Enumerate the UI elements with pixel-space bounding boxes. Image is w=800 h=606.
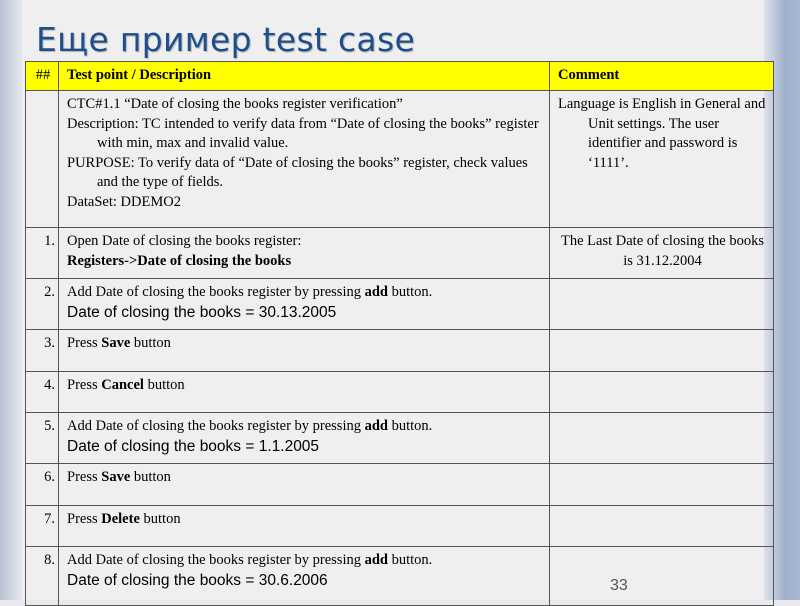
- row-text: [67, 417, 543, 437]
- row-num: 1.: [26, 228, 59, 279]
- row-text-post: button.: [388, 418, 433, 434]
- slide-title: Еще пример test case: [36, 20, 416, 59]
- info-comment-cell: [550, 91, 774, 228]
- page-number: 33: [610, 577, 628, 594]
- menu-path: Registers->Date of closing the books: [67, 252, 292, 269]
- left-edge-decoration: [0, 0, 22, 600]
- info-num-cell: [26, 91, 59, 228]
- row-description: [59, 372, 550, 413]
- row-text-bold: Cancel: [101, 377, 144, 393]
- row-text-post: button.: [388, 284, 433, 300]
- row-text-pre: Add Date of closing the books register by pressing: [67, 418, 365, 434]
- row-text: [67, 283, 543, 303]
- row-num: 3.: [26, 330, 59, 372]
- row-text-post: button: [143, 377, 185, 393]
- row-value-line: Date of closing the books = 1.1.2005: [67, 437, 320, 455]
- table-row: [26, 228, 774, 279]
- info-line-2: Description: TC intended to verify data from “Date of closing the books” register with min, max and invalid value.: [67, 115, 539, 151]
- row-bold-path: [67, 252, 543, 272]
- row-text-post: button.: [388, 552, 433, 568]
- table-row: [26, 547, 774, 606]
- row-comment: [550, 330, 774, 372]
- row-description: [59, 547, 550, 606]
- row-text-pre: Add Date of closing the books register by pressing: [67, 552, 365, 568]
- row-description: [59, 228, 550, 279]
- header-description: Test point / Description: [59, 62, 550, 91]
- info-line-3: PURPOSE: To verify data of “Date of closing the books” register, check values and the type of fields.: [67, 154, 528, 190]
- info-line-1: CTC#1.1 “Date of closing the books register verification”: [67, 96, 403, 112]
- header-comment: Comment: [550, 62, 774, 91]
- row-description: [59, 279, 550, 330]
- row-text: [67, 551, 543, 571]
- row-text-bold: Save: [101, 469, 131, 485]
- row-description: [59, 506, 550, 547]
- info-comment: Language is English in General and Unit settings. The user identifier and password is ‘1111’.: [558, 96, 766, 171]
- header-num: ##: [26, 62, 59, 91]
- row-num: 2.: [26, 279, 59, 330]
- test-case-table: [25, 61, 774, 606]
- row-text-pre: Press: [67, 469, 102, 485]
- row-text-bold: Delete: [101, 511, 140, 527]
- row-description: [59, 464, 550, 506]
- table-row: [26, 464, 774, 506]
- row-text: Open Date of closing the books register:: [67, 233, 302, 249]
- row-num: 7.: [26, 506, 59, 547]
- table-row: [26, 506, 774, 547]
- row-text-pre: Press: [67, 511, 102, 527]
- row-comment: [550, 547, 774, 606]
- row-text-bold: Save: [101, 335, 131, 351]
- row-num: 8.: [26, 547, 59, 606]
- row-value-line: Date of closing the books = 30.6.2006: [67, 571, 328, 589]
- table-header-row: [26, 62, 774, 91]
- row-text-pre: Press: [67, 335, 102, 351]
- table-row: [26, 279, 774, 330]
- row-value-line: Date of closing the books = 30.13.2005: [67, 303, 337, 321]
- row-text-post: button: [139, 511, 181, 527]
- row-text-post: button: [130, 335, 171, 351]
- row-num: 5.: [26, 413, 59, 464]
- row-comment: [550, 464, 774, 506]
- table-row-info: [26, 91, 774, 228]
- row-comment: [550, 372, 774, 413]
- row-comment: [550, 279, 774, 330]
- table-row: [26, 372, 774, 413]
- row-comment: The Last Date of closing the books is 31.12.2004: [550, 228, 774, 279]
- row-num: 6.: [26, 464, 59, 506]
- info-line-4: DataSet: DDEMO2: [67, 193, 181, 210]
- row-text-bold: add: [364, 552, 388, 568]
- info-description-cell: [59, 91, 550, 228]
- row-text-post: button: [130, 469, 171, 485]
- row-text-bold: add: [364, 284, 388, 300]
- row-comment: [550, 506, 774, 547]
- row-text-pre: Add Date of closing the books register by pressing: [67, 284, 365, 300]
- row-text-pre: Press: [67, 377, 102, 393]
- table-row: [26, 413, 774, 464]
- row-description: [59, 413, 550, 464]
- table-row: [26, 330, 774, 372]
- row-num: 4.: [26, 372, 59, 413]
- row-description: [59, 330, 550, 372]
- row-comment: [550, 413, 774, 464]
- row-text-bold: add: [364, 418, 388, 434]
